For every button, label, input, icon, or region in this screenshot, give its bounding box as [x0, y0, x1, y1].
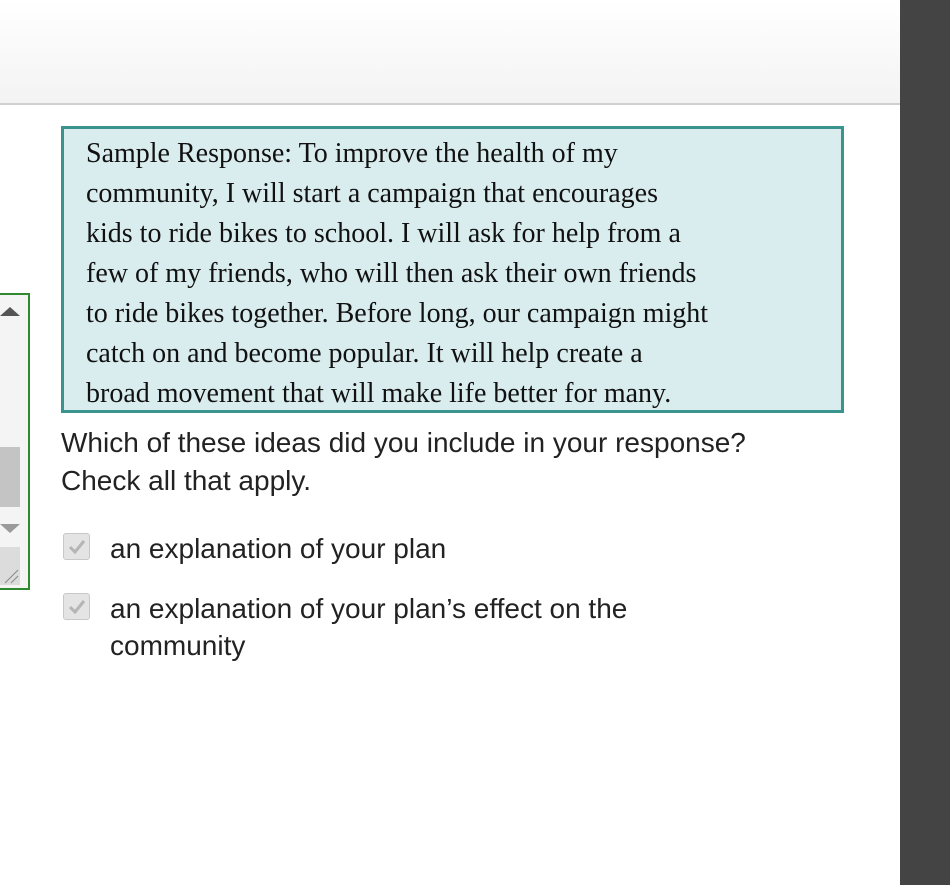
- arrow-up-icon[interactable]: [0, 307, 20, 316]
- checkmark-icon: [68, 598, 86, 616]
- question-instruction: Check all that apply.: [61, 465, 312, 496]
- question-prompt: [61, 424, 861, 500]
- checkbox-explanation-of-effect[interactable]: [63, 593, 90, 620]
- sample-response-line: catch on and become popular. It will help create a: [86, 338, 643, 369]
- sample-response-line: kids to ride bikes to school. I will ask for help from a: [86, 218, 681, 249]
- sample-response-line: broad movement that will make life better for many.: [86, 378, 672, 409]
- scrollbar-thumb[interactable]: [0, 447, 20, 507]
- arrow-down-icon[interactable]: [0, 524, 20, 533]
- response-textbox[interactable]: [0, 293, 30, 590]
- top-toolbar: [0, 0, 900, 105]
- sample-response-line: community, I will start a campaign that encourages: [86, 178, 659, 209]
- option-label-line: community: [110, 630, 246, 661]
- question-text: Which of these ideas did you include in your response?: [61, 427, 746, 458]
- option-label: an explanation of your plan: [110, 533, 447, 564]
- right-side-panel: [900, 0, 950, 885]
- sample-response-box: [61, 126, 844, 413]
- resize-grip-icon[interactable]: [0, 547, 20, 585]
- option-label-line: an explanation of your plan’s effect on the: [110, 593, 628, 624]
- checkbox-explanation-of-plan[interactable]: [63, 533, 90, 560]
- option-label: [110, 590, 750, 664]
- sample-response-line: few of my friends, who will then ask their own friends: [86, 258, 697, 289]
- content-area: [0, 105, 900, 885]
- sample-response-line: Sample Response: To improve the health of my: [86, 138, 618, 169]
- checkmark-icon: [68, 538, 86, 556]
- sample-response-line: to ride bikes together. Before long, our campaign might: [86, 298, 709, 329]
